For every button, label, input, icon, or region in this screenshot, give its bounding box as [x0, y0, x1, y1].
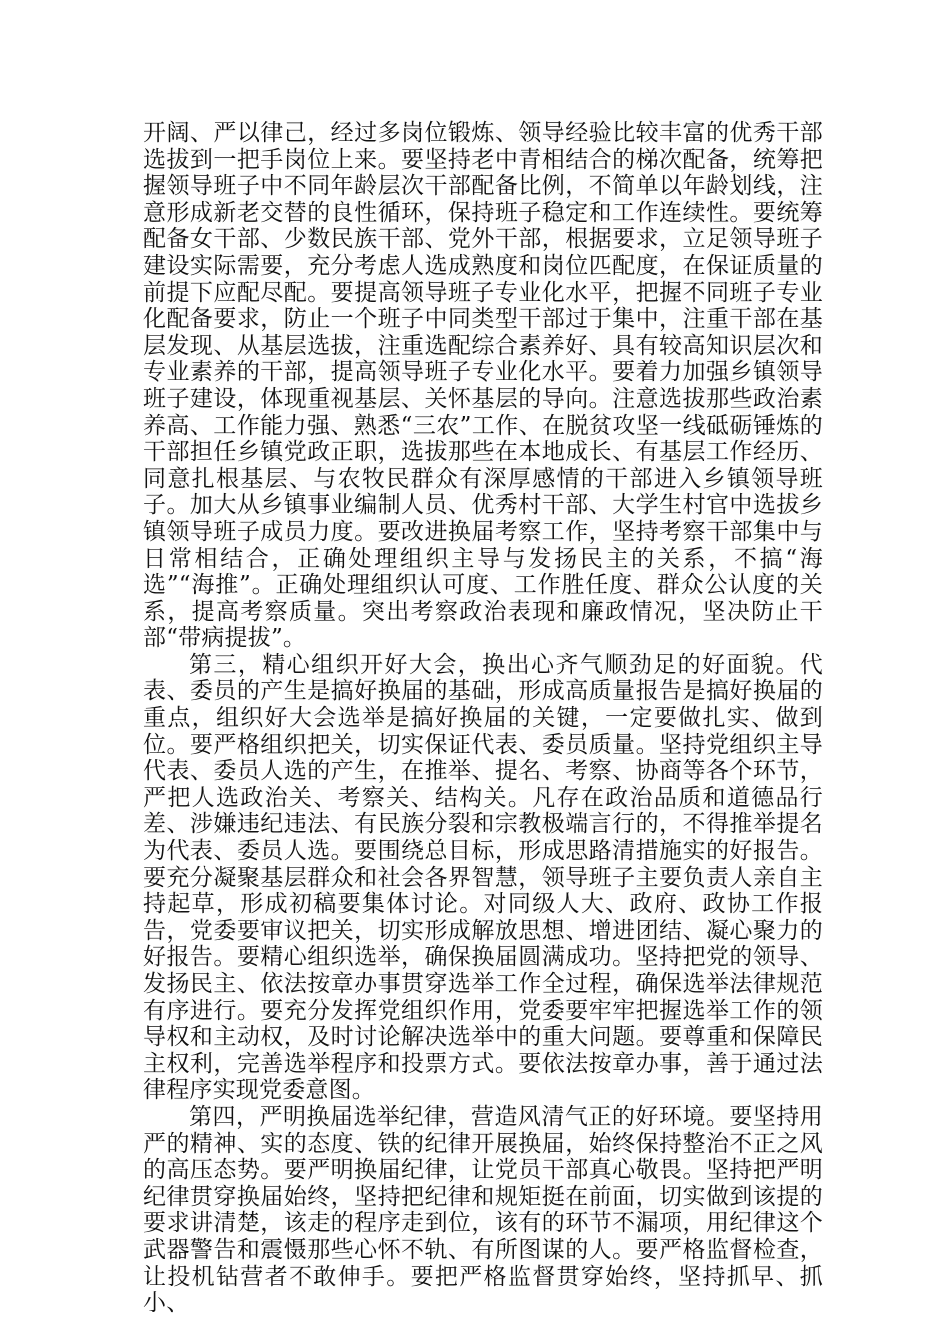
paragraph-2: 第三，精心组织开好大会，换出心齐气顺劲足的好面貌。代表、委员的产生是搞好换届的基础，形成高质量报告是搞好换届的重点，组织好大会选举是搞好换届的关键，一定要做扎实、做到位。要严格组织把关，切实保证代表、委员质量。坚持党组织主导代表、委员人选的产生，在推举、提名、考察、协商等各个环节，严把人选政治关、考察关、结构关。凡存在政治品质和道德品行差、涉嫌违纪违法、有民族分裂和宗教极端言行的，不得推举提名为代表、委员人选。要围绕总目标，形成思路清措施实的好报告。要充分凝聚基层群众和社会各界智慧，领导班子主要负责人亲自主持起草，形成初稿要集体讨论。对同级人大、政府、政协工作报告，党委要审议把关，切实形成解放思想、增进团结、凝心聚力的好报告。要精心组织选举，确保换届圆满成功。坚持把党的领导、发扬民主、依法按章办事贯穿选举工作全过程，确保选举法律规范有序进行。要充分发挥党组织作用，党委要牢牢把握选举工作的领导权和主动权，及时讨论解决选举中的重大问题。要尊重和保障民主权利，完善选举程序和投票方式。要依法按章办事，善于通过法律程序实现党委意图。	[143, 651, 823, 1104]
paragraph-1: 开阔、严以律己，经过多岗位锻炼、领导经验比较丰富的优秀干部选拔到一把手岗位上来。要坚持老中青相结合的梯次配备，统筹把握领导班子中不同年龄层次干部配备比例，不简单以年龄划线，注意形成新老交替的良性循环，保持班子稳定和工作连续性。要统筹配备女干部、少数民族干部、党外干部，根据要求，立足领导班子建设实际需要，充分考虑人选成熟度和岗位匹配度，在保证质量的前提下应配尽配。要提高领导班子专业化水平，把握不同班子专业化配备要求，防止一个班子中同类型干部过于集中，注重干部在基层发现、从基层选拔，注重选配综合素养好、具有较高知识层次和专业素养的干部，提高领导班子专业化水平。要着力加强乡镇领导班子建设，体现重视基层、关怀基层的导向。注意选拔那些政治素养高、工作能力强、熟悉“三农”工作、在脱贫攻坚一线砥砺锤炼的干部担任乡镇党政正职，选拔那些在本地成长、有基层工作经历、同意扎根基层、与农牧民群众有深厚感情的干部进入乡镇领导班子。加大从乡镇事业编制人员、优秀村干部、大学生村官中选拔乡镇领导班子成员力度。要改进换届考察工作，坚持考察干部集中与日常相结合，正确处理组织主导与发扬民主的关系，不搞“海选”“海推”。正确处理组织认可度、工作胜任度、群众公认度的关系，提高考察质量。突出考察政治表现和廉政情况，坚决防止干部“带病提拔”。	[143, 120, 823, 652]
document-body	[143, 120, 823, 1317]
paragraph-3: 第四，严明换届选举纪律，营造风清气正的好环境。要坚持用严的精神、实的态度、铁的纪律开展换届，始终保持整治不正之风的高压态势。要严明换届纪律，让党员干部真心敬畏。坚持把严明纪律贯穿换届始终，坚持把纪律和规矩挺在前面，切实做到该提的要求讲清楚，该走的程序走到位，该有的环节不漏项，用纪律这个武器警告和震慑那些心怀不轨、有所图谋的人。要严格监督检查，让投机钻营者不敢伸手。要把严格监督贯穿始终，坚持抓早、抓小、	[143, 1103, 823, 1317]
